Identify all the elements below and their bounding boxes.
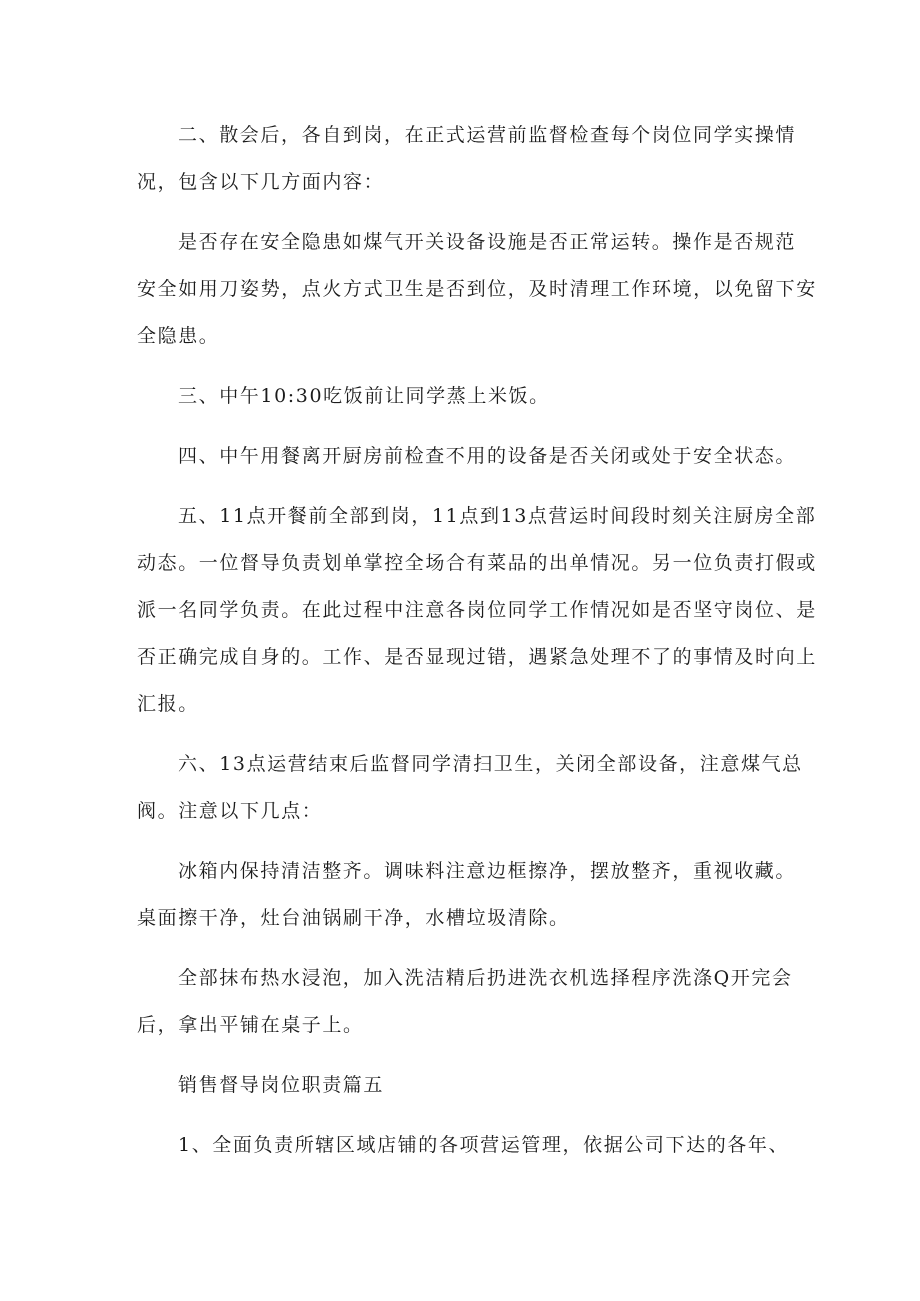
- text-line: 动态。一位督导负责划单掌控全场合有菜品的出单情况。另一位负责打假或: [137, 552, 817, 574]
- text-line: 否正确完成自身的。工作、是否显现过错，遇紧急处理不了的事情及时向上: [137, 646, 817, 668]
- text-line: 派一名同学负责。在此过程中注意各岗位同学工作情况如是否坚守岗位、是: [137, 599, 817, 621]
- text-line: 三、中午10:30吃饭前让同学蒸上米饭。: [178, 385, 550, 407]
- text-line: 冰箱内保持清洁整齐。调味料注意边框擦净，摆放整齐，重视收藏。: [178, 860, 797, 882]
- text-line: 后，拿出平铺在桌子上。: [137, 1014, 364, 1036]
- text-line: 是否存在安全隐患如煤气开关设备设施是否正常运转。操作是否规范: [178, 231, 797, 253]
- text-line: 全隐患。: [137, 325, 220, 347]
- text-line: 汇报。: [137, 693, 199, 715]
- text-line: 四、中午用餐离开厨房前检查不用的设备是否关闭或处于安全状态。: [178, 445, 797, 467]
- text-line: 阀。注意以下几点：: [137, 800, 323, 822]
- section-heading: 销售督导岗位职责篇五: [178, 1074, 385, 1096]
- text-line: 五、11点开餐前全部到岗，11点到13点营运时间段时刻关注厨房全部: [178, 505, 817, 527]
- text-line: 安全如用刀姿势，点火方式卫生是否到位，及时清理工作环境，以免留下安: [137, 278, 817, 300]
- text-line: 况，包含以下几方面内容：: [137, 171, 385, 193]
- text-line: 六、13点运营结束后监督同学清扫卫生，关闭全部设备，注意煤气总: [178, 753, 803, 775]
- text-line: 桌面擦干净，灶台油锅刷干净，水槽垃圾清除。: [137, 907, 570, 929]
- text-line: 1、全面负责所辖区域店铺的各项营运管理，依据公司下达的各年、: [178, 1134, 790, 1156]
- text-line: 二、散会后，各自到岗，在正式运营前监督检查每个岗位同学实操情: [178, 124, 797, 146]
- text-line: 全部抹布热水浸泡，加入洗洁精后扔进洗衣机选择程序洗涤Q开完会: [178, 967, 793, 989]
